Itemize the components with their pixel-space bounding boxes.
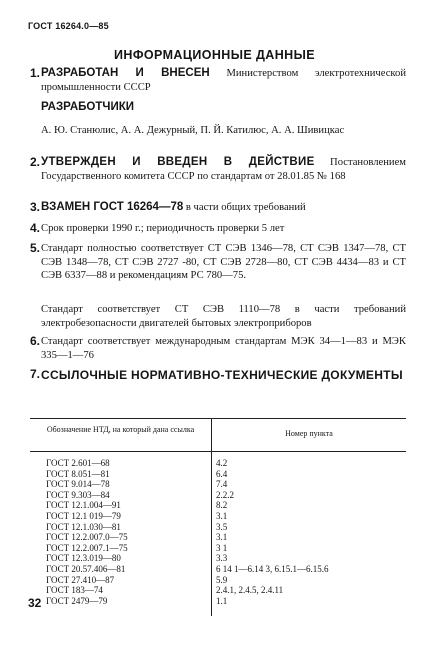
row-item: 8.2	[216, 500, 228, 511]
row-document: ГОСТ 12.1.004—91	[46, 500, 121, 511]
column-header-document: Обозначение НТД, на который дана ссылка	[30, 419, 212, 451]
row-item: 6 14 1—6.14 3, 6.15.1—6.15.6	[216, 563, 329, 574]
table-row	[30, 522, 406, 533]
table-row	[30, 575, 406, 586]
section-5	[30, 242, 406, 283]
table-row	[30, 564, 406, 575]
row-item: 1.1	[216, 595, 228, 606]
table-row	[30, 553, 406, 564]
section-2	[30, 156, 406, 183]
table-row	[30, 511, 406, 522]
table-body	[30, 452, 406, 616]
row-item: 3.5	[216, 521, 228, 532]
section-4-text: Срок проверки 1990 г.; периодичность проверки 5 лет	[41, 223, 285, 234]
developers-heading: РАЗРАБОТЧИКИ	[41, 101, 134, 113]
section-6-text: Стандарт соответствует международным стандартам МЭК 34—1—83 и МЭК 335—1—76	[41, 336, 406, 361]
row-document: ГОСТ 2479—79	[46, 595, 108, 606]
row-item: 3 1	[216, 542, 228, 553]
row-document: ГОСТ 9.014—78	[46, 479, 110, 490]
section-3	[30, 201, 406, 215]
table-row	[30, 532, 406, 543]
section-3-lead: ВЗАМЕН ГОСТ 16264—78	[41, 201, 184, 213]
section-4	[30, 222, 406, 236]
row-document: ГОСТ 12.2.007.0—75	[46, 532, 128, 543]
section-2-lead: УТВЕРЖДЕН И ВВЕДЕН В ДЕЙСТВИЕ	[41, 156, 315, 168]
row-item: 7.4	[216, 479, 228, 490]
row-document: ГОСТ 12.1 019—79	[46, 510, 121, 521]
row-document: ГОСТ 183—74	[46, 585, 103, 596]
row-item: 3.1	[216, 510, 228, 521]
document-code-header: ГОСТ 16264.0—85	[28, 21, 109, 31]
row-item: 3.1	[216, 532, 228, 543]
row-item: 4.2	[216, 458, 228, 468]
table-row	[30, 469, 406, 480]
row-document: ГОСТ 12.3.019—80	[46, 553, 121, 564]
row-document: ГОСТ 2.601—68	[46, 458, 110, 468]
section-6	[30, 335, 406, 362]
table-row	[30, 596, 406, 607]
developers-list: А. Ю. Станюлис, А. А. Дежурный, П. Й. Катилюс, А. А. Шивицкас	[41, 125, 345, 136]
section-7-lead: ССЫЛОЧНЫЕ НОРМАТИВНО-ТЕХНИЧЕСКИЕ ДОКУМЕНТЫ	[41, 368, 403, 382]
section-3-number: 3.	[30, 200, 41, 214]
table-row	[30, 543, 406, 554]
table-row	[30, 458, 406, 469]
section-2-number: 2.	[30, 155, 41, 169]
table-row	[30, 585, 406, 596]
row-document: ГОСТ 27.410—87	[46, 574, 115, 585]
section-1	[30, 67, 406, 94]
table-row	[30, 490, 406, 501]
section-1-text: Министерством электротехнической промышленности СССР	[41, 68, 406, 93]
section-4-number: 4.	[30, 221, 41, 235]
row-document: ГОСТ 8.051—81	[46, 468, 110, 479]
section-1-number: 1.	[30, 66, 41, 80]
table-header	[30, 419, 406, 452]
section-2-text: Постановлением Государственного комитета СССР по стандартам от 28.01.85 № 168	[41, 157, 406, 182]
section-1-lead: РАЗРАБОТАН И ВНЕСЕН	[41, 67, 210, 79]
table-row	[30, 500, 406, 511]
row-item: 3.3	[216, 553, 228, 564]
section-3-text: в части общих требований	[183, 202, 306, 213]
column-header-item: Номер пункта	[285, 429, 333, 438]
row-document: ГОСТ 9.303—84	[46, 489, 110, 500]
section-6-number: 6.	[30, 334, 41, 348]
row-document: ГОСТ 12.2.007.1—75	[46, 542, 128, 553]
section-5-paragraph-2: Стандарт соответствует СТ СЭВ 1110—78 в части требований электробезопасности двигателей бытовых электроприборов	[41, 304, 406, 329]
references-table	[30, 418, 406, 616]
section-5-text: Стандарт полностью соответствует СТ СЭВ 1346—78, СТ СЭВ 1347—78, СТ СЭВ 1348—78, СТ СЭВ 2727 -80, СТ СЭВ 2728—80, СТ СЭВ 4434—83 и СТ СЭВ 6337—88 и рекомендациям РС 780—75.	[41, 243, 406, 281]
section-7-number: 7.	[30, 367, 41, 381]
row-item: 2.2.2	[216, 489, 234, 500]
row-document: ГОСТ 12.1.030—81	[46, 521, 121, 532]
page-title: ИНФОРМАЦИОННЫЕ ДАННЫЕ	[114, 48, 315, 62]
row-item: 5.9	[216, 574, 228, 585]
row-document: ГОСТ 20.57.406—81	[46, 563, 126, 574]
section-7	[30, 368, 406, 384]
row-item: 6.4	[216, 468, 228, 479]
page-number: 32	[28, 596, 42, 610]
row-item: 2.4.1, 2.4.5, 2.4.11	[216, 585, 284, 596]
table-row	[30, 479, 406, 490]
section-5-number: 5.	[30, 241, 41, 255]
